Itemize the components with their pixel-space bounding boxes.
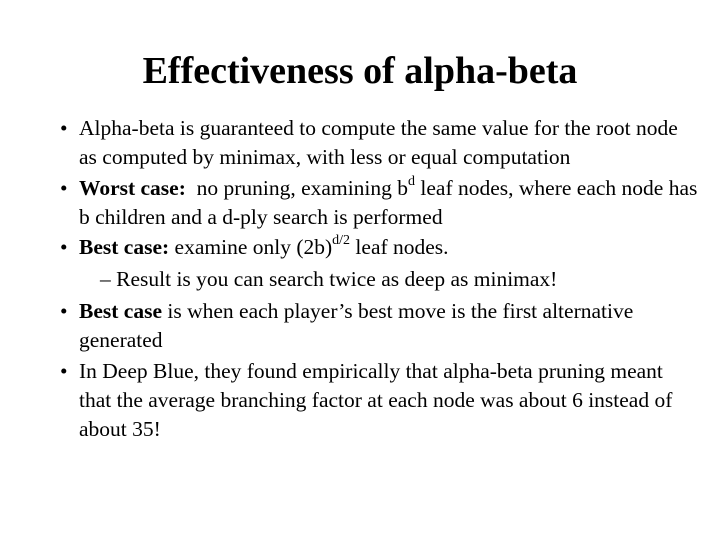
bullet-marker: • [60,235,68,259]
bullet-marker: • [60,359,68,383]
bullet-item [60,114,700,172]
bullet-marker: • [60,176,68,200]
superscript-exponent: d [408,173,416,189]
bullet-bold-label: Best case: [79,235,170,259]
sub-bullet-item [60,265,700,294]
bullet-text: leaf nodes. [350,235,449,259]
bullet-item [60,174,700,232]
sub-bullet-marker: – [100,267,111,291]
bullet-item [60,233,700,262]
bullet-text: no pruning, examining b [185,176,409,200]
bullet-bold-label: Best case [79,299,162,323]
bullet-list [60,114,700,444]
sub-bullet-text: Result is you can search twice as deep as minimax! [116,267,558,291]
slide-title: Effectiveness of alpha-beta [142,50,578,92]
bullet-text: Alpha-beta is guaranteed to compute the same value for the root node as computed by minimax, with less or equal computation [79,116,678,169]
bullet-marker: • [60,299,68,323]
superscript-exponent: d/2 [332,232,351,248]
bullet-text: is when each player’s best move is the first alternative generated [79,299,634,352]
bullet-text: In Deep Blue, they found empirically that alpha-beta pruning meant that the average branching factor at each node was about 6 instead of about 35! [79,359,673,441]
bullet-marker: • [60,116,68,140]
bullet-item [60,357,700,444]
bullet-text: examine only (2b) [169,235,333,259]
bullet-text: leaf nodes, where each node has b children and a d-ply search is performed [79,176,698,229]
bullet-item [60,297,700,355]
bullet-bold-label: Worst case: [79,176,186,200]
